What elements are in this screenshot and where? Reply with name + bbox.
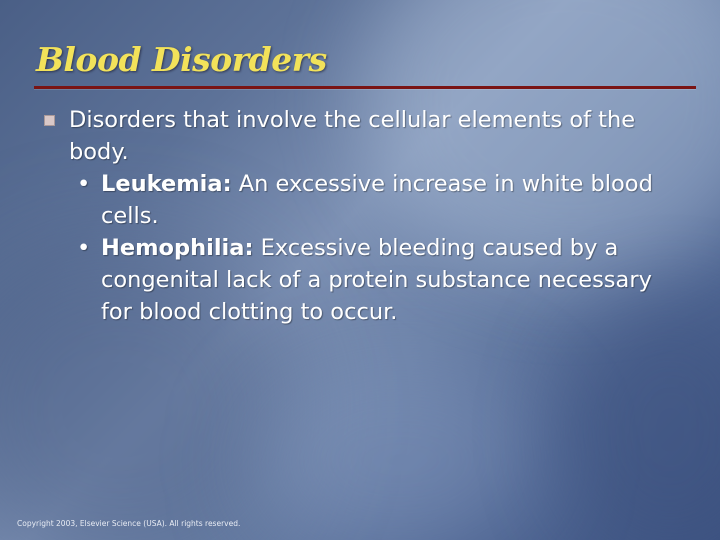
background-highlight	[250, 360, 550, 540]
slide-title: Blood Disorders	[36, 40, 327, 79]
sub-bullet-item	[40, 168, 660, 232]
slide-body	[40, 104, 660, 328]
term-label: Hemophilia:	[101, 235, 254, 261]
term-definition: Excessive bleeding caused by a congenital lack of a protein substance necessary for blood clotting to occur.	[101, 235, 652, 325]
term-definition: An excessive increase in white blood cells.	[101, 171, 653, 229]
bullet-text: Disorders that involve the cellular elements of the body.	[69, 107, 636, 165]
sub-bullet-item	[40, 232, 660, 328]
dot-bullet-icon: •	[77, 171, 91, 197]
dot-bullet-icon: •	[77, 235, 91, 261]
copyright-notice: Copyright 2003, Elsevier Science (USA). All rights reserved.	[17, 519, 241, 528]
square-bullet-icon	[44, 115, 55, 126]
title-underline	[34, 86, 696, 89]
bullet-item	[40, 104, 660, 168]
term-label: Leukemia:	[101, 171, 232, 197]
background-shadow	[560, 300, 720, 540]
